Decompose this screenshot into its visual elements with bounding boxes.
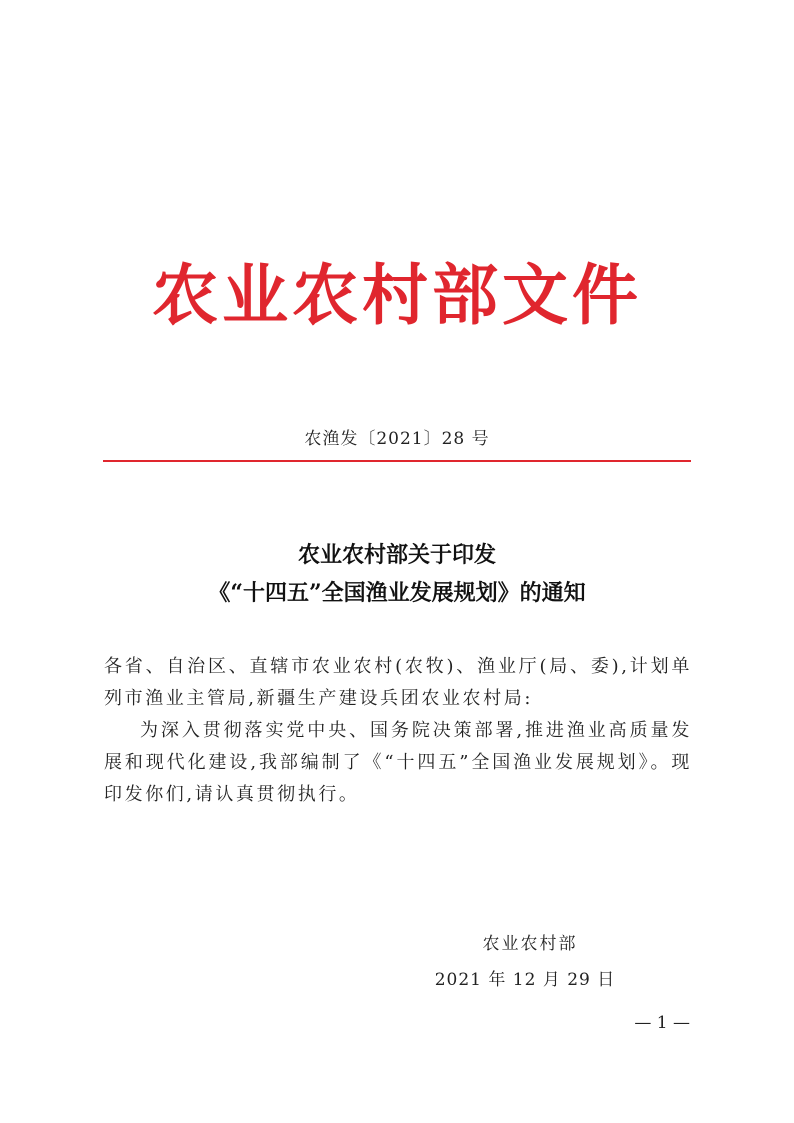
addressee-paragraph: 各省、自治区、直辖市农业农村(农牧)、渔业厅(局、委),计划单列市渔业主管局,新疆生产建设兵团农业农村局: [104, 656, 692, 709]
main-paragraph: 为深入贯彻落实党中央、国务院决策部署,推进渔业高质量发展和现代化建设,我部编制了《“十四五”全国渔业发展规划》。现印发你们,请认真贯彻执行。 [104, 720, 692, 805]
page-number: — 1 — [634, 1013, 690, 1033]
issuing-authority: 农业农村部 [482, 934, 578, 954]
notice-title-line-2: 《“十四五”全国渔业发展规划》的通知 [208, 580, 586, 606]
notice-title-line-1: 农业农村部关于印发 [297, 542, 496, 568]
masthead-title: 农业农村部文件 [152, 256, 642, 334]
document-number: 农渔发〔2021〕28 号 [304, 429, 490, 449]
notice-body [104, 651, 692, 811]
notice-title [0, 536, 794, 612]
red-divider-line [103, 460, 691, 462]
issue-date: 2021 年 12 月 29 日 [434, 970, 616, 990]
